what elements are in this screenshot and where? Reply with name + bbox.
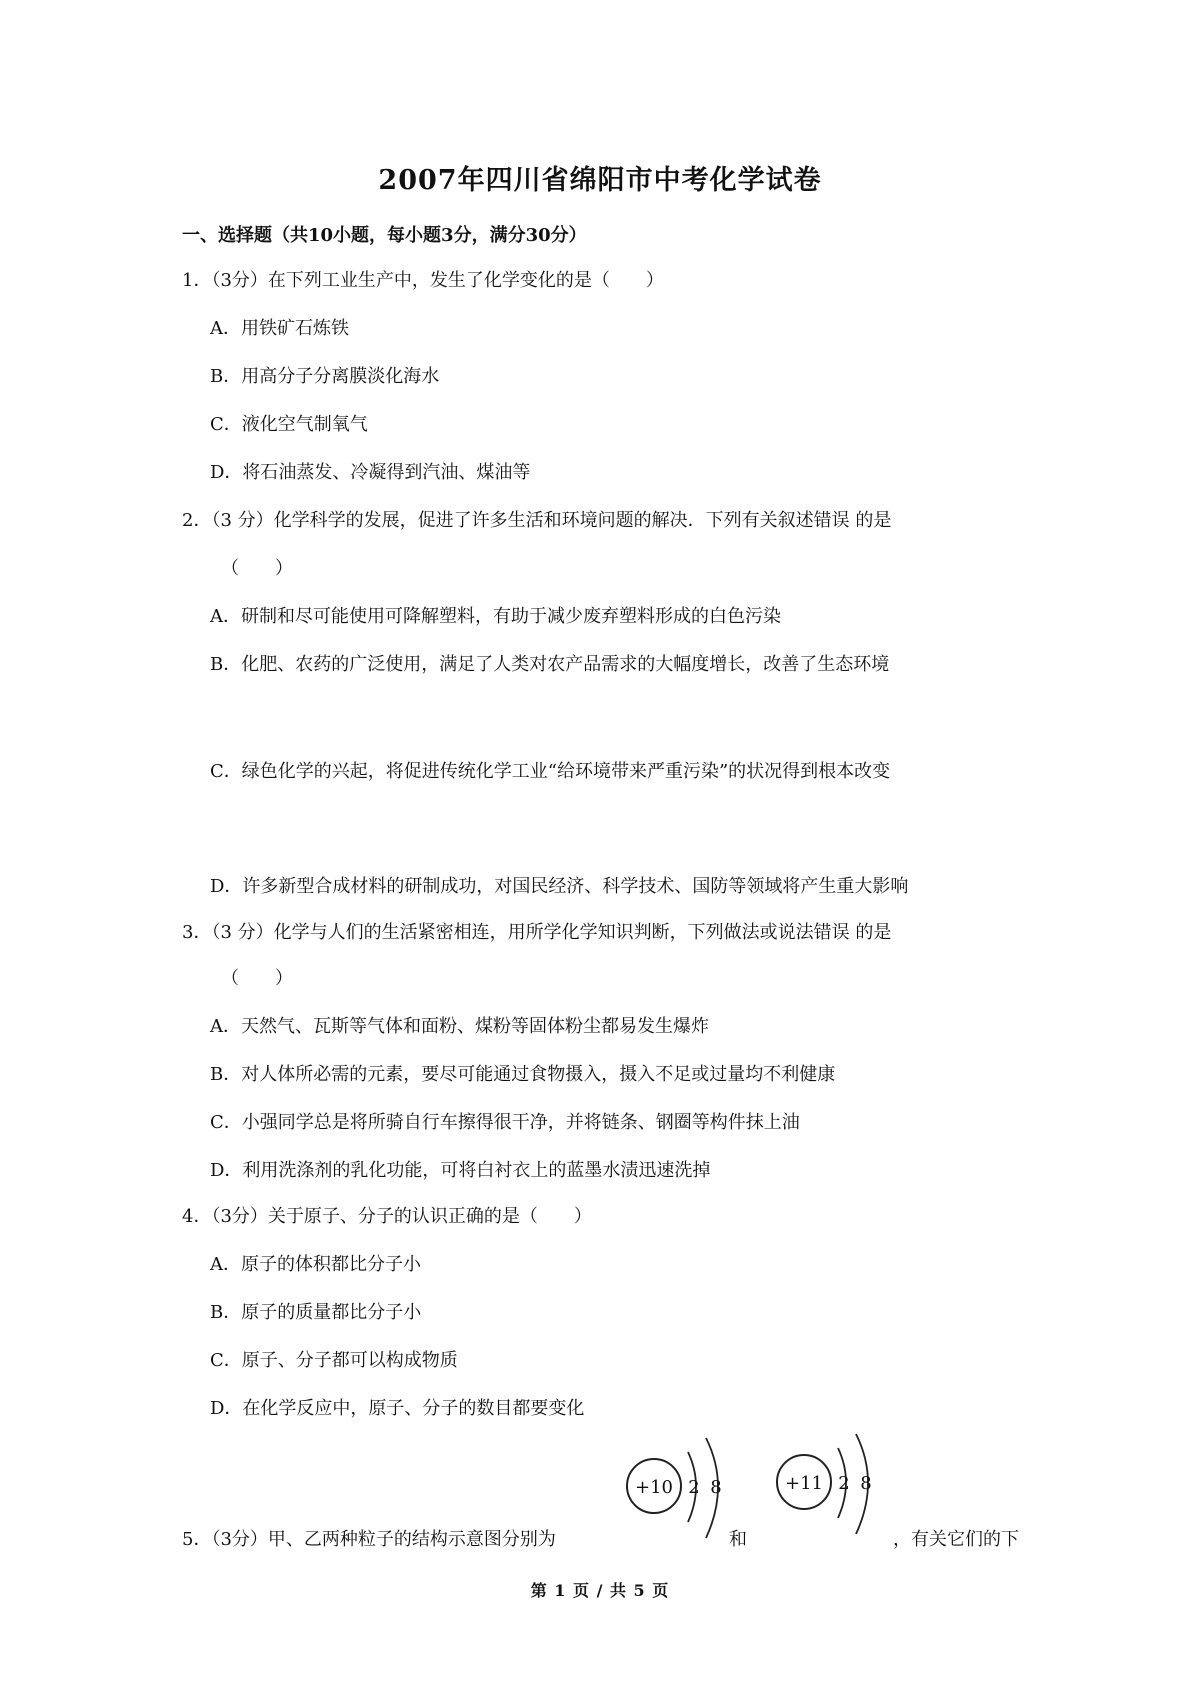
question-2-option-d: D．许多新型合成材料的研制成功，对国民经济、科学技术、国防等领域将产生重大影响: [210, 876, 909, 897]
question-1-stem: 1．（3分）在下列工业生产中，发生了化学变化的是（ ）: [182, 270, 664, 291]
question-2-option-a: A．研制和尽可能使用可降解塑料，有助于减少废弃塑料形成的白色污染: [210, 606, 781, 627]
question-1-option-d: D．将石油蒸发、冷凝得到汽油、煤油等: [210, 462, 531, 483]
question-4-option-a: A．原子的体积都比分子小: [210, 1254, 421, 1275]
question-3-option-a: A．天然气、瓦斯等气体和面粉、煤粉等固体粉尘都易发生爆炸: [210, 1016, 709, 1037]
question-1-option-c: C．液化空气制氧气: [210, 414, 368, 435]
question-2-option-b: B．化肥、农药的广泛使用，满足了人类对农产品需求的大幅度增长，改善了生态环境: [210, 654, 890, 675]
question-4-option-c: C．原子、分子都可以构成物质: [210, 1350, 458, 1371]
question-3-option-d: D．利用洗涤剂的乳化功能，可将白衬衣上的蓝墨水渍迅速洗掉: [210, 1160, 711, 1181]
page-footer: 第 1 页 / 共 5 页: [530, 1581, 670, 1600]
question-1-option-b: B．用高分子分离膜淡化海水: [210, 366, 440, 387]
question-4-stem: 4．（3分）关于原子、分子的认识正确的是（ ）: [182, 1206, 592, 1227]
question-1-option-a: A．用铁矿石炼铁: [210, 318, 349, 339]
question-2-answer-paren: （ ）: [221, 558, 293, 579]
question-5-prefix: 5．（3分）甲、乙两种粒子的结构示意图分别为: [182, 1529, 556, 1550]
nucleus-charge: +10: [635, 1477, 673, 1498]
atom-structure-diagram-b: [770, 1428, 880, 1538]
question-5-suffix: ，有关它们的下: [893, 1529, 1019, 1550]
question-3-answer-paren: （ ）: [221, 968, 293, 989]
shell-2-electrons: 8: [710, 1477, 722, 1498]
shell-2-electrons: 8: [860, 1473, 872, 1494]
question-5-and: 和: [729, 1529, 747, 1550]
question-2-stem: 2．（3 分）化学科学的发展，促进了许多生活和环境问题的解决．下列有关叙述错误 的是: [182, 510, 892, 531]
atom-structure-diagram-a: [620, 1432, 730, 1542]
question-3-option-b: B．对人体所必需的元素，要尽可能通过食物摄入，摄入不足或过量均不利健康: [210, 1064, 836, 1085]
question-4-option-d: D．在化学反应中，原子、分子的数目都要变化: [210, 1398, 585, 1419]
shell-1-electrons: 2: [688, 1477, 700, 1498]
question-3-option-c: C．小强同学总是将所骑自行车擦得很干净，并将链条、钢圈等构件抹上油: [210, 1112, 800, 1133]
question-3-stem: 3．（3 分）化学与人们的生活紧密相连，用所学化学知识判断，下列做法或说法错误 的是: [182, 922, 892, 943]
section-heading: 一、选择题（共10小题，每小题3分，满分30分）: [182, 225, 587, 246]
page-title: 2007年四川省绵阳市中考化学试卷: [378, 165, 822, 196]
question-4-option-b: B．原子的质量都比分子小: [210, 1302, 422, 1323]
shell-1-electrons: 2: [838, 1473, 850, 1494]
nucleus-charge: +11: [785, 1473, 823, 1494]
question-2-option-c: C．绿色化学的兴起，将促进传统化学工业“给环境带来严重污染”的状况得到根本改变: [210, 761, 891, 782]
